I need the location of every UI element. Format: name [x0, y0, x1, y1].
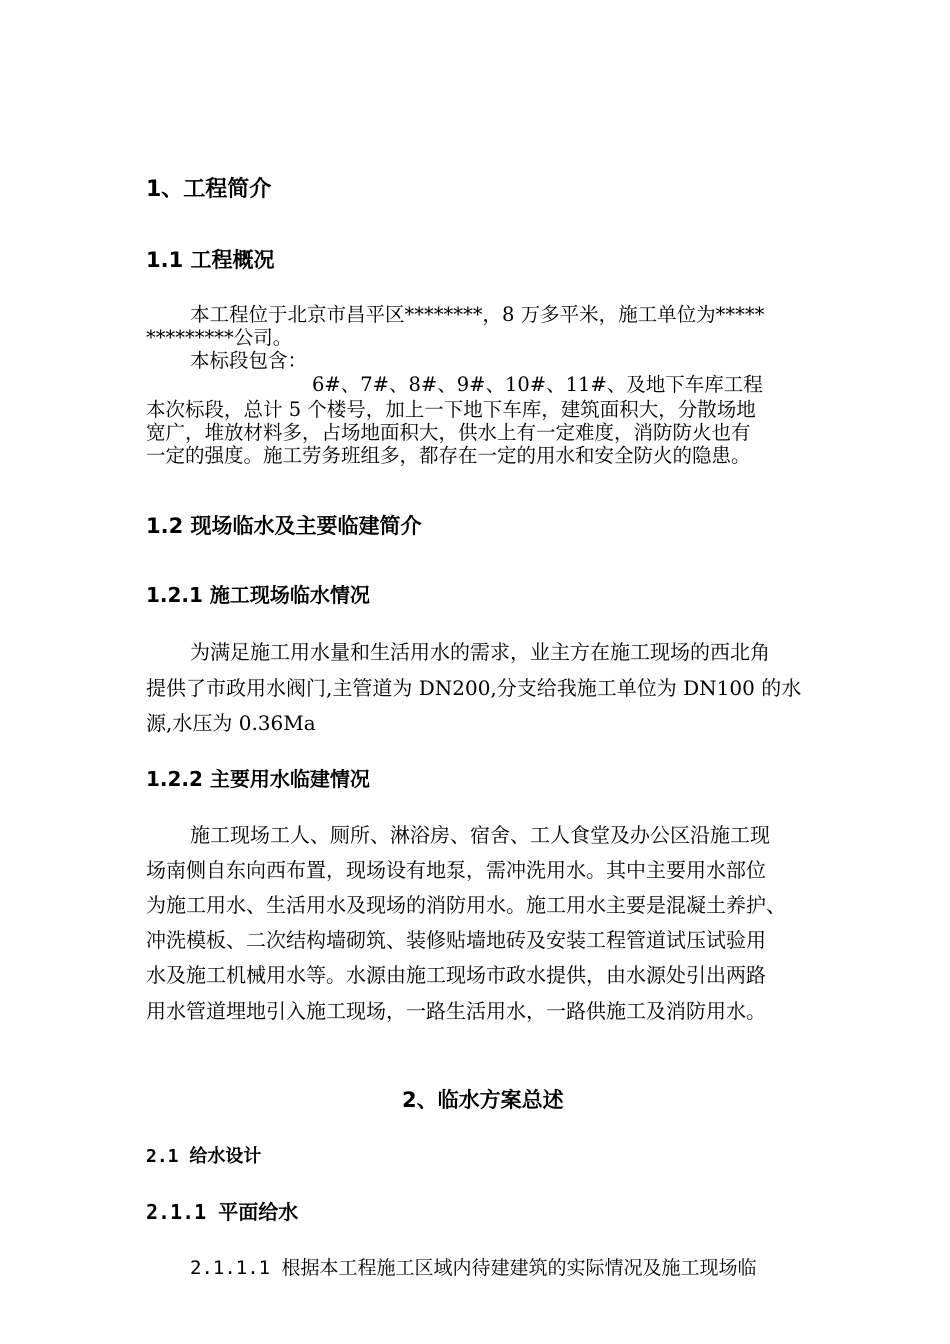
s1-2-1-line-1: 为满足施工用水量和生活用水的需求，业主方在施工现场的西北角: [190, 640, 770, 664]
s1-2-2-line-1: 施工现场工人、厕所、淋浴房、宿舍、工人食堂及办公区沿施工现: [190, 823, 770, 847]
s1-1-line-2: *********公司。: [146, 326, 293, 349]
section-1-2-heading: 1.2 现场临水及主要临建简介: [146, 514, 422, 538]
s1-2-2-line-6: 用水管道埋地引入施工现场，一路生活用水，一路供施工及消防用水。: [146, 999, 766, 1023]
s1-1-line-7: 一定的强度。施工劳务班组多，都存在一定的用水和安全防火的隐患。: [146, 444, 751, 467]
s1-2-1-line-3: 源,水压为 0.36Ma: [146, 711, 316, 735]
s1-2-2-line-5: 水及施工机械用水等。水源由施工现场市政水提供，由水源处引出两路: [146, 963, 766, 987]
section-1-2-2-heading: 1.2.2 主要用水临建情况: [146, 767, 370, 791]
s1-2-1-line-2: 提供了市政用水阀门,主管道为 DN200,分支给我施工单位为 DN100 的水: [146, 676, 802, 700]
s2-1-1-1-line: 2.1.1.1 根据本工程施工区域内待建建筑的实际情况及施工现场临: [190, 1257, 757, 1279]
section-1-2-1-heading: 1.2.1 施工现场临水情况: [146, 583, 370, 607]
section-1-1-heading: 1.1 工程概况: [146, 248, 275, 272]
s1-1-line-5: 本次标段，总计 5 个楼号，加上一下地下车库，建筑面积大，分散场地: [146, 398, 756, 421]
section-2-heading: 2、临水方案总述: [402, 1088, 564, 1112]
section-2-1-heading: 2.1 给水设计: [146, 1146, 262, 1167]
s1-2-2-line-4: 冲洗模板、二次结构墙砌筑、装修贴墙地砖及安装工程管道试压试验用: [146, 928, 766, 952]
section-1-heading: 1、工程简介: [146, 177, 272, 202]
s1-2-2-line-3: 为施工用水、生活用水及现场的消防用水。施工用水主要是混凝土养护、: [146, 893, 786, 917]
s1-1-line-4: 6#、7#、8#、9#、10#、11#、及地下车库工程: [312, 373, 763, 396]
s1-1-line-3: 本标段包含：: [190, 349, 308, 372]
s1-1-line-1: 本工程位于北京市昌平区********，8 万多平米，施工单位为*****: [190, 303, 765, 326]
s1-2-2-line-2: 场南侧自东向西布置，现场设有地泵，需冲洗用水。其中主要用水部位: [146, 858, 766, 882]
s1-1-line-6: 宽广，堆放材料多，占场地面积大，供水上有一定难度，消防防火也有: [146, 421, 751, 444]
section-2-1-1-heading: 2.1.1 平面给水: [146, 1200, 299, 1224]
